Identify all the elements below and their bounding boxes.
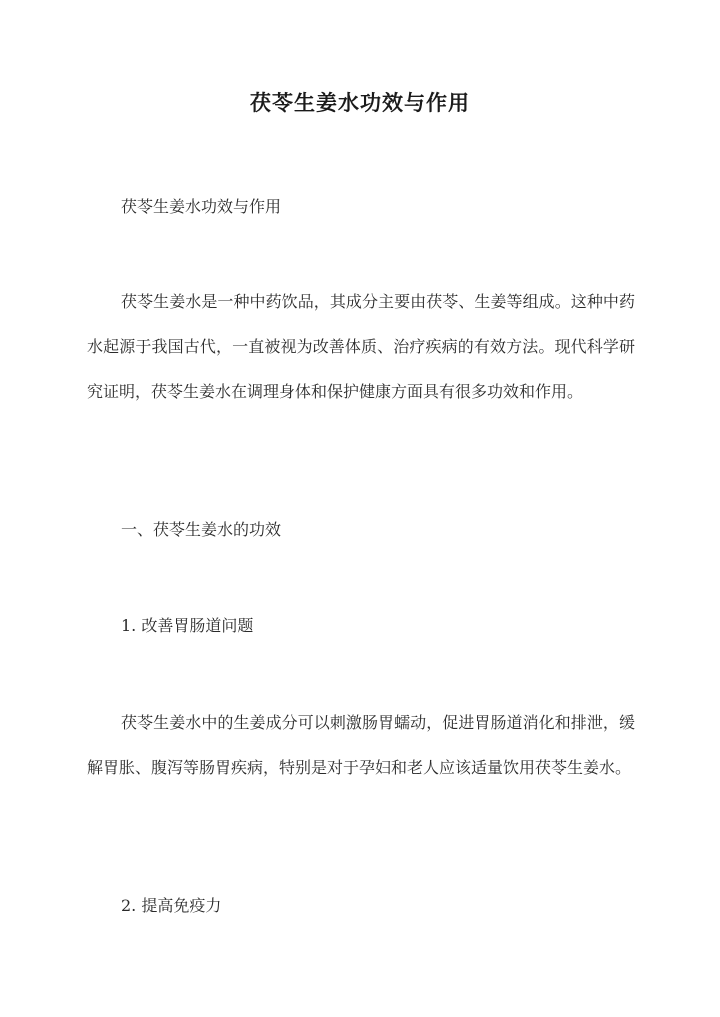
item-heading-immunity: 2. 提高免疫力 bbox=[121, 896, 222, 915]
intro-paragraph: 茯苓生姜水是一种中药饮品，其成分主要由茯苓、生姜等组成。这种中药水起源于我国古代，一直被视为改善体质、治疗疾病的有效方法。现代科学研究证明，茯苓生姜水在调理身体和保护健康方面具有很多功效和作用。 bbox=[87, 292, 635, 401]
document-title: 茯苓生姜水功效与作用 bbox=[250, 90, 470, 115]
section-heading-effects: 一、茯苓生姜水的功效 bbox=[121, 520, 282, 539]
item-paragraph-digestion: 茯苓生姜水中的生姜成分可以刺激肠胃蠕动，促进胃肠道消化和排泄，缓解胃胀、腹泻等肠胃疾病，特别是对于孕妇和老人应该适量饮用茯苓生姜水。 bbox=[87, 713, 635, 777]
document-subtitle: 茯苓生姜水功效与作用 bbox=[121, 197, 282, 216]
item-heading-digestion: 1. 改善胃肠道问题 bbox=[121, 616, 254, 635]
